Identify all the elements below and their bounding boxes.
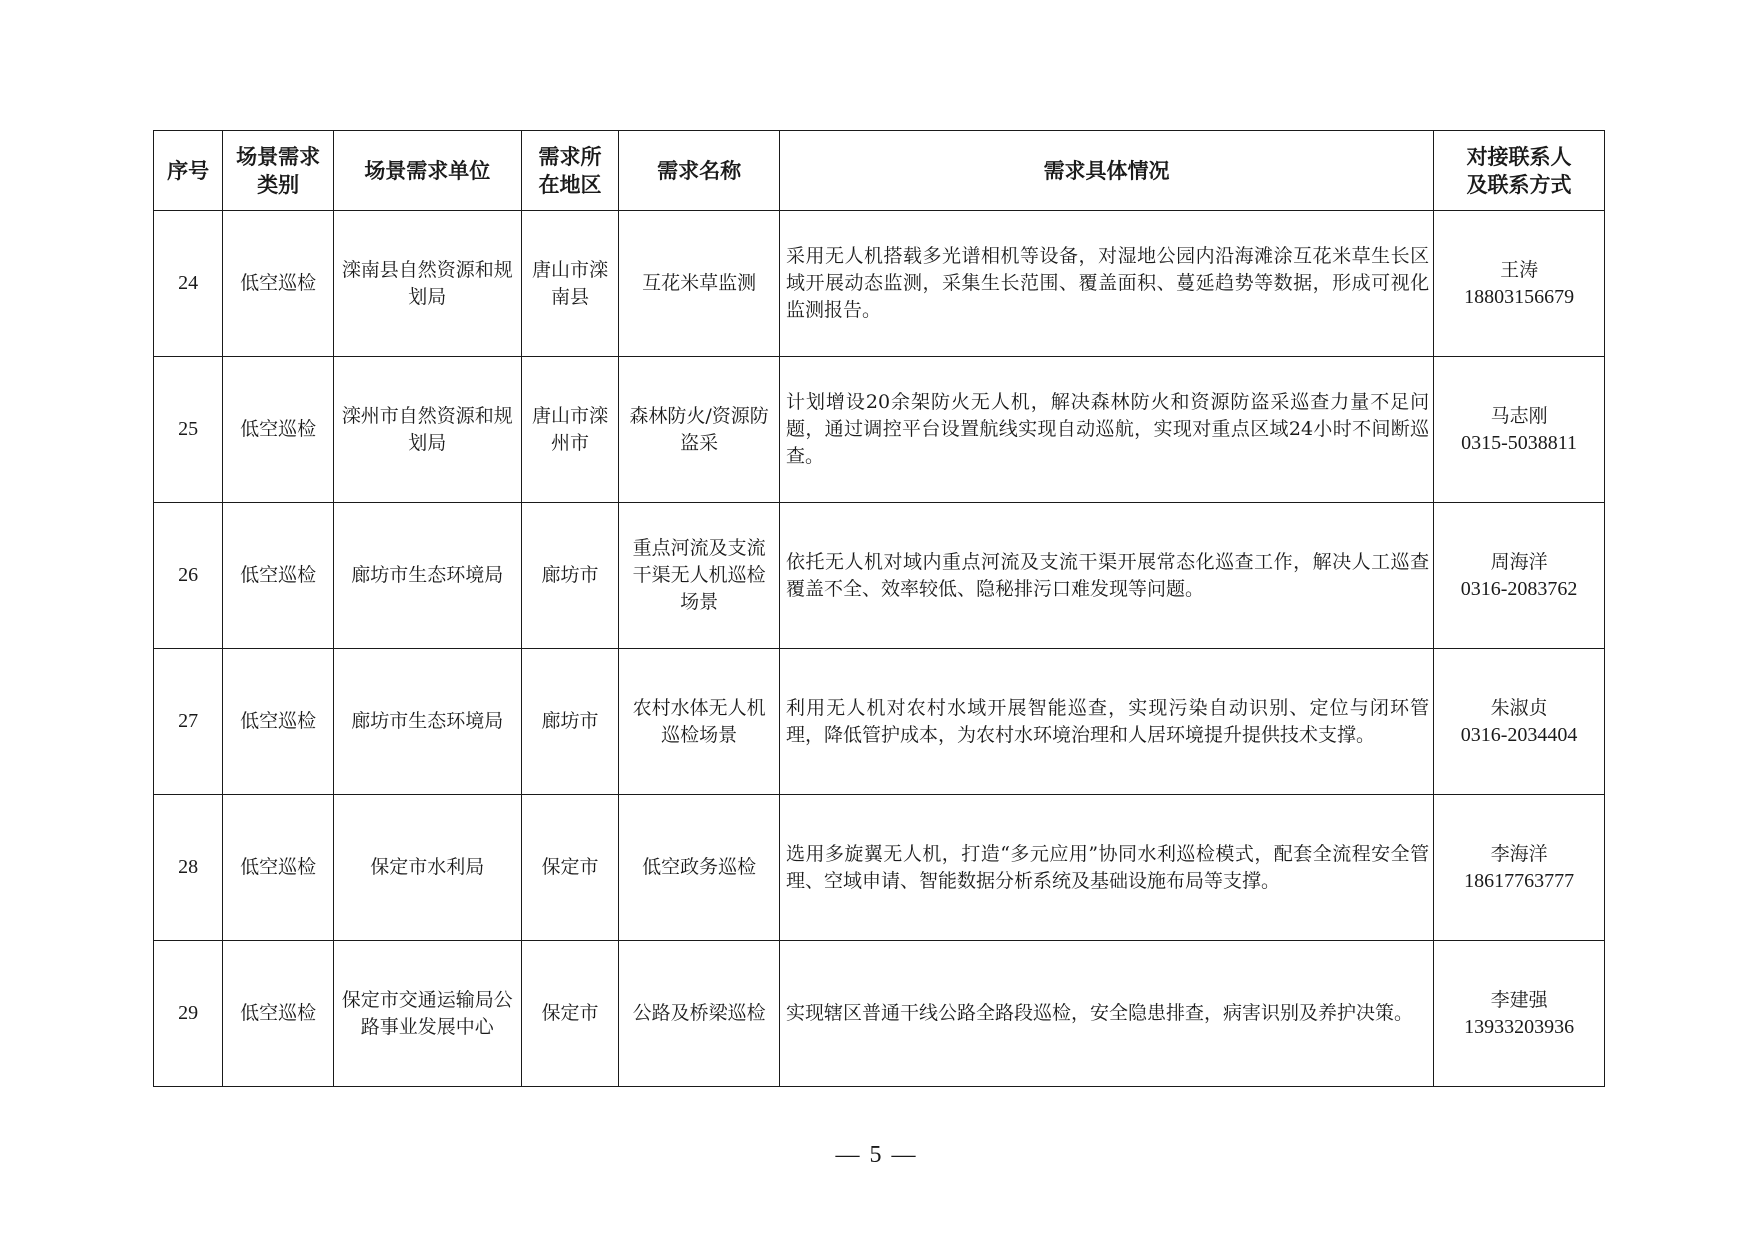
- contact-phone: 0315-5038811: [1461, 431, 1578, 454]
- table-row: [154, 941, 1605, 1087]
- row-contact: [1434, 503, 1605, 649]
- row-contact: [1434, 357, 1605, 503]
- row-category: 低空巡检: [223, 795, 334, 941]
- row-unit: 廊坊市生态环境局: [333, 649, 521, 795]
- row-region: 廊坊市: [521, 649, 618, 795]
- row-detail: 利用无人机对农村水域开展智能巡查，实现污染自动识别、定位与闭环管理，降低管护成本，为农村水环境治理和人居环境提升提供技术支撑。: [780, 649, 1434, 795]
- row-category: 低空巡检: [223, 649, 334, 795]
- row-index: 25: [154, 357, 223, 503]
- header-contact: 对接联系人 及联系方式: [1434, 131, 1605, 211]
- demand-table: [153, 130, 1605, 1087]
- row-demand-name: 互花米草监测: [619, 211, 780, 357]
- row-region: 保定市: [521, 795, 618, 941]
- contact-phone: 0316-2083762: [1460, 577, 1578, 600]
- row-unit: 保定市水利局: [333, 795, 521, 941]
- table-row: [154, 649, 1605, 795]
- header-region: 需求所 在地区: [521, 131, 618, 211]
- table-header-row: [154, 131, 1605, 211]
- contact-phone: 0316-2034404: [1460, 723, 1578, 746]
- row-category: 低空巡检: [223, 503, 334, 649]
- header-category: 场景需求 类别: [223, 131, 334, 211]
- row-detail: 实现辖区普通干线公路全路段巡检，安全隐患排查，病害识别及养护决策。: [780, 941, 1434, 1087]
- row-index: 26: [154, 503, 223, 649]
- row-unit: 滦州市自然资源和规划局: [333, 357, 521, 503]
- table-row: [154, 795, 1605, 941]
- row-demand-name: 公路及桥梁巡检: [619, 941, 780, 1087]
- row-detail: 采用无人机搭载多光谱相机等设备，对湿地公园内沿海滩涂互花米草生长区域开展动态监测，采集生长范围、覆盖面积、蔓延趋势等数据，形成可视化监测报告。: [780, 211, 1434, 357]
- row-detail: 计划增设20余架防火无人机，解决森林防火和资源防盗采巡查力量不足问题，通过调控平台设置航线实现自动巡航，实现对重点区域24小时不间断巡查。: [780, 357, 1434, 503]
- table-row: [154, 503, 1605, 649]
- contact-name: 周海洋: [1490, 550, 1548, 573]
- row-unit: 保定市交通运输局公路事业发展中心: [333, 941, 521, 1087]
- table-row: [154, 211, 1605, 357]
- row-index: 24: [154, 211, 223, 357]
- row-category: 低空巡检: [223, 357, 334, 503]
- contact-phone: 18617763777: [1464, 869, 1575, 892]
- contact-phone: 13933203936: [1464, 1015, 1575, 1038]
- row-detail: 依托无人机对域内重点河流及支流干渠开展常态化巡查工作，解决人工巡查覆盖不全、效率较低、隐秘排污口难发现等问题。: [780, 503, 1434, 649]
- row-unit: 滦南县自然资源和规划局: [333, 211, 521, 357]
- row-demand-name: 森林防火/资源防盗采: [619, 357, 780, 503]
- row-contact: [1434, 649, 1605, 795]
- row-category: 低空巡检: [223, 941, 334, 1087]
- row-category: 低空巡检: [223, 211, 334, 357]
- contact-name: 朱淑贞: [1490, 696, 1548, 719]
- row-unit: 廊坊市生态环境局: [333, 503, 521, 649]
- contact-name: 李建强: [1490, 988, 1548, 1011]
- row-region: 廊坊市: [521, 503, 618, 649]
- row-region: 保定市: [521, 941, 618, 1087]
- table-row: [154, 357, 1605, 503]
- header-name: 需求名称: [619, 131, 780, 211]
- header-unit: 场景需求单位: [333, 131, 521, 211]
- row-demand-name: 重点河流及支流干渠无人机巡检场景: [619, 503, 780, 649]
- row-detail: 选用多旋翼无人机，打造“多元应用”协同水利巡检模式，配套全流程安全管理、空域申请、智能数据分析系统及基础设施布局等支撑。: [780, 795, 1434, 941]
- row-index: 28: [154, 795, 223, 941]
- row-demand-name: 低空政务巡检: [619, 795, 780, 941]
- header-detail: 需求具体情况: [780, 131, 1434, 211]
- page-number: — 5 —: [835, 1142, 918, 1168]
- table-body: [154, 211, 1605, 1087]
- row-contact: [1434, 211, 1605, 357]
- contact-name: 王涛: [1500, 258, 1539, 281]
- row-index: 29: [154, 941, 223, 1087]
- header-index: 序号: [154, 131, 223, 211]
- contact-phone: 18803156679: [1464, 285, 1575, 308]
- row-contact: [1434, 941, 1605, 1087]
- contact-name: 李海洋: [1490, 842, 1548, 865]
- row-index: 27: [154, 649, 223, 795]
- contact-name: 马志刚: [1490, 404, 1548, 427]
- row-region: 唐山市滦州市: [521, 357, 618, 503]
- row-demand-name: 农村水体无人机巡检场景: [619, 649, 780, 795]
- row-region: 唐山市滦南县: [521, 211, 618, 357]
- row-contact: [1434, 795, 1605, 941]
